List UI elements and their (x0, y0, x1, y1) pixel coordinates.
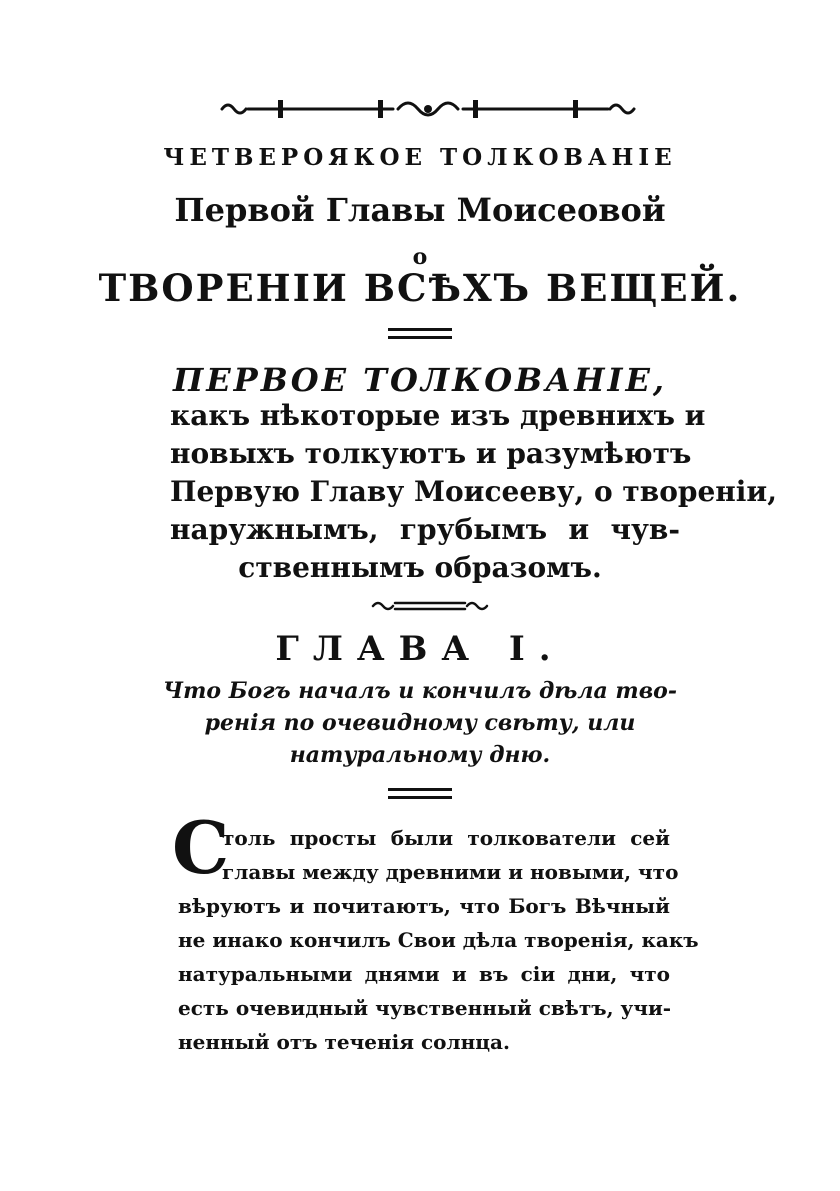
body-line-6: есть очевидный чувственный свѣтъ, учи- (178, 996, 672, 1020)
main-title-line-3: о (412, 244, 428, 270)
double-rule-1 (388, 328, 452, 340)
body-line-2: главы между древними и новыми, что (222, 860, 679, 884)
chapter-caption-line-1: Что Богъ началъ и кончилъ дѣла тво- (163, 678, 677, 704)
body-line-3: вѣруютъ и почитаютъ, что Богъ Вѣчный (178, 894, 670, 918)
first-interpretation-line-5: ственнымъ образомъ. (238, 551, 602, 584)
body-line-7: ненный отъ теченія солнца. (178, 1030, 510, 1054)
chapter-title: ГЛАВА I. (275, 629, 565, 669)
body-line-4: не инако кончилъ Свои дѣла творенія, какъ (178, 928, 699, 952)
main-title-line-2: Первой Главы Моисеовой (174, 191, 666, 229)
chapter-caption-line-2: ренія по очевидному свѣту, или (204, 710, 636, 736)
main-title-line-4: ТВОРЕНІИ ВСѢХЪ ВЕЩЕЙ. (98, 266, 742, 310)
chapter-caption-line-3: натуральному дню. (289, 742, 551, 768)
drop-cap: С (172, 805, 230, 890)
first-interpretation-line-3: Первую Главу Моисееву, о твореніи, (170, 475, 777, 508)
main-title-line-1: ЧЕТВЕРОЯКОЕ ТОЛКОВАНІЕ (163, 144, 677, 171)
top-ornament (218, 94, 638, 124)
first-interpretation-title: ПЕРВОЕ ТОЛКОВАНІЕ, (173, 361, 667, 399)
first-interpretation-line-2: новыхъ толкуютъ и разумѣютъ (170, 437, 692, 470)
first-interpretation-line-1: какъ нѣкоторые изъ древнихъ и (170, 399, 706, 432)
double-rule-2 (388, 788, 452, 800)
body-line-1: толь просты были толкователи сей (222, 826, 670, 850)
first-interpretation-line-4: наружнымъ, грубымъ и чув- (170, 513, 680, 546)
body-line-5: натуральными днями и въ сіи дни, что (178, 962, 670, 986)
middle-ornament (370, 596, 490, 616)
